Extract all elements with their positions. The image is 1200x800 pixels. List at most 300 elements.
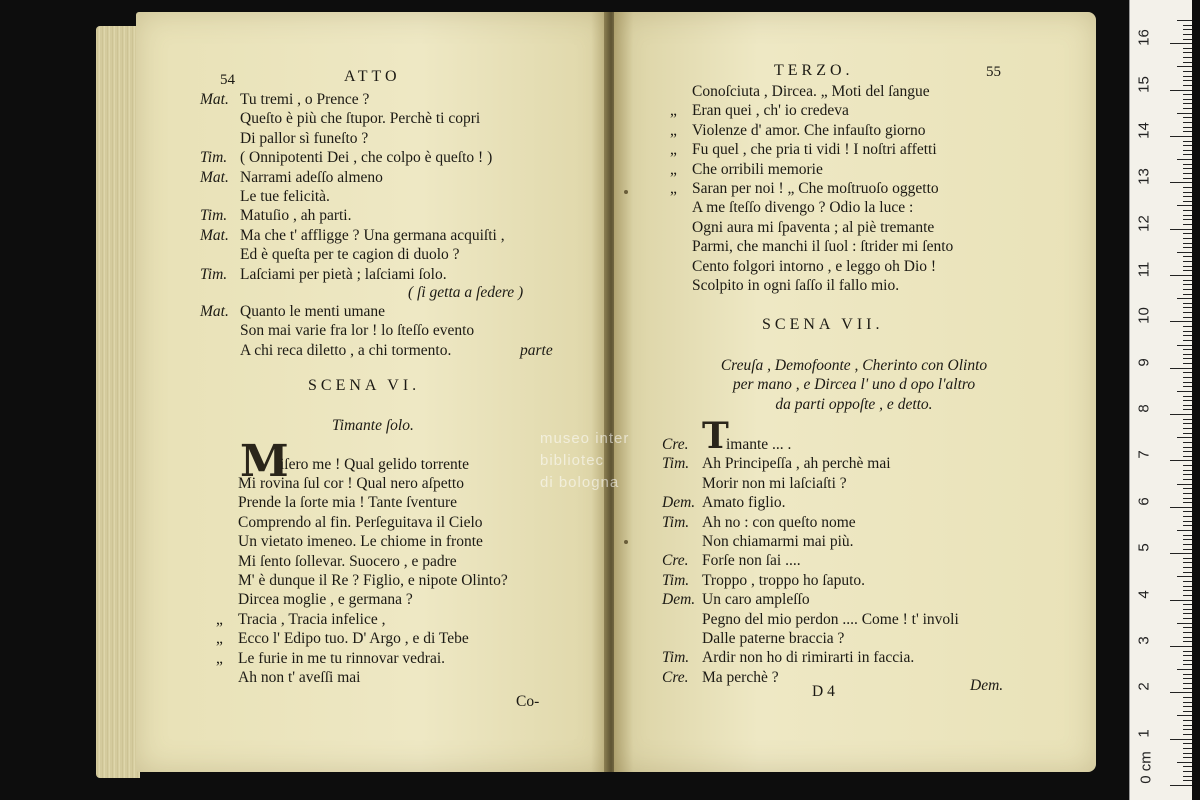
ruler-tick [1183, 674, 1192, 675]
ruler-tick [1183, 729, 1192, 730]
ruler-tick [1177, 576, 1192, 577]
text-line [216, 668, 508, 687]
quote-mark: „ [670, 180, 677, 198]
ruler-tick [1183, 145, 1192, 146]
ruler-tick [1177, 669, 1192, 670]
monologue-block [216, 474, 508, 687]
verse-text: Ed è queſta per te cagion di duolo ? [240, 246, 460, 264]
text-line [662, 551, 959, 570]
text-line [670, 276, 953, 295]
ruler-tick [1183, 57, 1192, 58]
ruler-tick [1183, 386, 1192, 387]
text-line [670, 82, 953, 101]
text-line [662, 590, 959, 609]
ruler-tick [1183, 326, 1192, 327]
verse-text: Ah Principeſſa , ah perchè mai [702, 455, 891, 473]
verse-text: Fu quel , che pria ti vidi ! I noſtri affetti [692, 141, 937, 159]
dialogue-block-3 [662, 435, 959, 687]
verse-text: M' è dunque il Re ? Figlio, e nipote Olinto? [238, 572, 508, 590]
text-line [216, 571, 508, 590]
ruler-tick [1183, 678, 1192, 679]
ruler-tick [1183, 702, 1192, 703]
ruler-tick [1183, 168, 1192, 169]
text-line [216, 474, 508, 493]
watermark-line: bibliotec [540, 452, 605, 469]
ruler-tick [1177, 159, 1192, 160]
ruler-tick [1170, 321, 1192, 322]
verse-text: Dalle paterne braccia ? [702, 630, 845, 648]
ruler-tick [1177, 113, 1192, 114]
ruler-tick [1183, 219, 1192, 220]
ruler-tick [1183, 586, 1192, 587]
ruler-tick [1183, 470, 1192, 471]
ruler-tick [1183, 71, 1192, 72]
text-line [670, 140, 953, 159]
ruler-tick [1183, 284, 1192, 285]
speaker-label: Tim. [662, 455, 690, 473]
ruler-tick [1170, 43, 1192, 44]
verse-text: Cento folgori intorno , e leggo oh Dio ! [692, 257, 937, 275]
ruler-tick [1183, 377, 1192, 378]
verse-text: Mi ſento ſollevar. Suocero , e padre [238, 552, 457, 570]
text-line [670, 218, 953, 237]
text-line [662, 571, 959, 590]
ruler-tick [1170, 368, 1192, 369]
ruler-tick [1183, 567, 1192, 568]
speaker-label: Mat. [200, 91, 229, 108]
dialogue-block-2 [200, 302, 474, 360]
verse-text: Troppo , troppo ho ſaputo. [702, 571, 866, 589]
ruler-tick [1183, 604, 1192, 605]
ruler-tick [1177, 437, 1192, 438]
ruler-tick [1183, 474, 1192, 475]
text-line [670, 237, 953, 256]
ruler-tick [1183, 303, 1192, 304]
stage-direction: ( ſi getta a ſedere ) [408, 284, 524, 301]
ruler-tick [1183, 196, 1192, 197]
ruler-tick [1170, 785, 1192, 786]
text-line [200, 129, 505, 148]
text-line [662, 532, 959, 551]
catchword-left: Co- [516, 693, 540, 710]
watermark [540, 428, 629, 494]
ruler-tick [1170, 692, 1192, 693]
ruler-tick [1183, 637, 1192, 638]
ruler-tick [1183, 247, 1192, 248]
ruler-tick [1183, 465, 1192, 466]
verse-text: Prende la ſorte mia ! Tante ſventure [238, 494, 457, 512]
verse-text: Ecco l' Edipo tuo. D' Argo , e di Tebe [238, 630, 469, 648]
ruler-tick [1183, 757, 1192, 758]
ruler-tick [1183, 405, 1192, 406]
ruler-tick [1183, 609, 1192, 610]
ruler-tick [1183, 312, 1192, 313]
ruler-tick [1183, 780, 1192, 781]
verse-text: Ah non t' aveſſi mai [238, 669, 361, 687]
ruler-tick [1183, 117, 1192, 118]
text-line [200, 321, 474, 340]
text-line [662, 493, 959, 512]
ruler-label: 7 [1135, 450, 1153, 460]
ruler-tick [1183, 697, 1192, 698]
ruler-tick [1183, 34, 1192, 35]
ruler-tick [1183, 664, 1192, 665]
verse-text: Ogni aura mi ſpaventa ; al piè tremante [692, 218, 935, 236]
ruler-tick [1183, 558, 1192, 559]
text-line [200, 148, 505, 167]
verse-text: Un vietato imeneo. Le chiome in fronte [238, 533, 483, 551]
ruler-tick [1177, 391, 1192, 392]
verse-text: Scolpito in ogni ſaſſo il fallo mio. [692, 277, 900, 295]
ruler-tick [1183, 590, 1192, 591]
catchword-right: Dem. [970, 677, 1004, 694]
ruler-label: 2 [1135, 682, 1153, 691]
ruler-tick [1183, 419, 1192, 420]
ruler-tick [1170, 646, 1192, 647]
ruler-tick [1183, 266, 1192, 267]
ruler-tick [1177, 762, 1192, 763]
text-line [200, 168, 505, 187]
ruler-tick [1183, 210, 1192, 211]
text-line [216, 590, 508, 609]
ruler-tick [1183, 382, 1192, 383]
verse-text: Conoſciuta , Dircea. „ Moti del ſangue [692, 83, 930, 100]
ruler-label: 9 [1135, 358, 1153, 367]
text-line [200, 109, 505, 128]
verse-text: Che orribili memorie [692, 160, 823, 178]
ruler-tick [1183, 632, 1192, 633]
text-line [662, 668, 959, 687]
text-line [662, 648, 959, 667]
ruler-label: 13 [1135, 168, 1153, 186]
verse-text: Saran per noi ! „ Che moſtruoſo oggetto [692, 180, 939, 198]
ruler-tick [1183, 215, 1192, 216]
text-line [662, 513, 959, 532]
ruler-label: 12 [1135, 214, 1153, 232]
quote-mark: „ [670, 160, 677, 178]
speaker-label: Cre. [662, 668, 689, 686]
verse-text: Quanto le menti umane [240, 303, 386, 320]
ruler-tick [1183, 428, 1192, 429]
ruler-tick [1170, 275, 1192, 276]
ruler-tick [1170, 229, 1192, 230]
verse-text: Le furie in me tu rinnovar vedrai. [238, 649, 446, 667]
text-line [200, 226, 505, 245]
ruler-tick [1183, 187, 1192, 188]
quote-mark: „ [670, 141, 677, 159]
scene-description-vii [654, 356, 1054, 414]
text-line [670, 198, 953, 217]
text-line [662, 474, 959, 493]
ruler-tick [1183, 52, 1192, 53]
text-line [670, 101, 953, 120]
ruler-tick [1183, 122, 1192, 123]
ruler-tick [1183, 613, 1192, 614]
ruler-tick [1183, 660, 1192, 661]
ruler-tick [1183, 363, 1192, 364]
ruler-tick [1177, 205, 1192, 206]
ruler-label: 0 cm [1137, 751, 1155, 784]
scene-title-vi: SCENA VI. [308, 377, 421, 394]
text-line [200, 187, 505, 206]
ruler-tick [1183, 725, 1192, 726]
ruler-tick [1183, 307, 1192, 308]
text-line [216, 532, 508, 551]
ruler-tick [1183, 62, 1192, 63]
ruler-tick [1183, 289, 1192, 290]
ruler-tick [1183, 688, 1192, 689]
scene-title-vii: SCENA VII. [762, 316, 884, 333]
verse-text: Mi rovina ſul cor ! Qual nero aſpetto [238, 475, 464, 492]
ruler-tick [1183, 572, 1192, 573]
ruler-tick [1170, 414, 1192, 415]
ruler-tick [1183, 224, 1192, 225]
speaker-label: Tim. [200, 265, 228, 283]
ruler-tick [1183, 743, 1192, 744]
verse-text: Ah no : con queſto nome [702, 513, 856, 531]
text-line [200, 302, 474, 321]
ruler-tick [1170, 739, 1192, 740]
open-book [96, 12, 1096, 782]
ruler-tick [1183, 150, 1192, 151]
measurement-ruler [1129, 0, 1192, 800]
ruler-tick [1183, 103, 1192, 104]
speaker-label: Mat. [200, 168, 229, 186]
ruler-tick [1183, 25, 1192, 26]
ruler-tick [1183, 539, 1192, 540]
ruler-tick [1183, 396, 1192, 397]
ruler-tick [1183, 711, 1192, 712]
ruler-label: 3 [1135, 636, 1153, 645]
ruler-tick [1177, 298, 1192, 299]
ruler-tick [1183, 331, 1192, 332]
dialogue-block-1 [200, 90, 505, 284]
page-number-left: 54 [220, 72, 235, 88]
running-header-left: ATTO [344, 68, 401, 85]
ruler-tick [1183, 39, 1192, 40]
verse-text: Non chiamarmi mai più. [702, 533, 854, 551]
ruler-tick [1183, 201, 1192, 202]
ruler-tick [1183, 766, 1192, 767]
verse-text: Un caro ampleſſo [702, 591, 810, 609]
verse-text: imante ... . [726, 436, 792, 453]
ruler-tick [1183, 488, 1192, 489]
verse-text: A chi reca diletto , a chi tormento. [240, 341, 452, 359]
description-line: Creuſa , Demofoonte , Cherinto con Olinto [720, 357, 988, 374]
ruler-tick [1177, 20, 1192, 21]
ruler-tick [1170, 600, 1192, 601]
right-page [614, 12, 1096, 772]
ruler-tick [1170, 460, 1192, 461]
ruler-tick [1183, 48, 1192, 49]
ruler-tick [1183, 456, 1192, 457]
text-line [216, 629, 508, 648]
ruler-tick [1183, 651, 1192, 652]
text-line [216, 493, 508, 512]
ruler-label: 1 [1135, 728, 1153, 738]
ruler-tick [1183, 549, 1192, 550]
verse-text: Dircea moglie , e germana ? [238, 591, 413, 609]
ruler-tick [1183, 423, 1192, 424]
ruler-tick [1183, 80, 1192, 81]
ruler-tick [1183, 178, 1192, 179]
verse-text: Violenze d' amor. Che infauſto giorno [692, 121, 926, 139]
ruler-tick [1183, 164, 1192, 165]
text-line [200, 90, 505, 109]
verse-text: Le tue felicità. [240, 188, 330, 206]
ruler-tick [1183, 447, 1192, 448]
ruler-tick [1183, 442, 1192, 443]
running-header-right: TERZO. [774, 62, 854, 79]
text-line [662, 454, 959, 473]
ruler-label: 15 [1135, 75, 1153, 93]
ruler-tick [1183, 238, 1192, 239]
ruler-tick [1183, 493, 1192, 494]
verse-text: Queſto è più che ſtupor. Perchè ti copri [240, 110, 481, 128]
scene-subtitle-vi: Timante ſolo. [332, 417, 414, 434]
monologue-continuation [670, 82, 953, 295]
text-line [200, 341, 474, 360]
ruler-tick [1183, 409, 1192, 410]
speaker-label: Tim. [662, 571, 690, 589]
speaker-label: Tim. [200, 207, 228, 225]
verse-text: Comprendo al fin. Perſeguitava il Cielo [238, 513, 483, 531]
ruler-tick [1183, 525, 1192, 526]
dropcap-m: M [240, 436, 289, 487]
verse-text: Forſe non ſai .... [702, 552, 801, 570]
ruler-tick [1183, 753, 1192, 754]
speaker-label: Tim. [200, 149, 228, 167]
ruler-tick [1183, 521, 1192, 522]
speaker-label: Dem. [662, 591, 696, 609]
ruler-tick [1177, 66, 1192, 67]
ruler-label: 6 [1135, 497, 1153, 506]
ruler-tick [1183, 479, 1192, 480]
text-line [216, 649, 508, 668]
left-page [136, 12, 610, 772]
ruler-tick [1183, 358, 1192, 359]
ruler-tick [1177, 345, 1192, 346]
verse-text: Tu tremi , o Prence ? [240, 91, 370, 108]
text-line [662, 629, 959, 648]
ruler-tick [1183, 335, 1192, 336]
verse-text: Son mai varie fra lor ! lo ſteſſo evento [240, 322, 475, 340]
ruler-tick [1183, 349, 1192, 350]
text-line [216, 552, 508, 571]
ruler-tick [1183, 99, 1192, 100]
ruler-tick [1183, 535, 1192, 536]
ruler-tick [1183, 127, 1192, 128]
ruler-tick [1170, 507, 1192, 508]
ruler-label: 11 [1135, 261, 1153, 278]
ruler-tick [1170, 553, 1192, 554]
ruler-tick [1183, 154, 1192, 155]
speaker-label: Cre. [662, 552, 689, 570]
verse-text: Di pallor sì funeſto ? [240, 129, 369, 147]
page-number-right: 55 [986, 64, 1001, 80]
monologue-first-line: iſero me ! Qual gelido torrente [280, 456, 469, 473]
ruler-tick [1183, 94, 1192, 95]
stitch-hole [624, 190, 628, 194]
text-line [662, 610, 959, 629]
verse-text: Narrami adeſſo almeno [240, 168, 383, 186]
ruler-label: 4 [1135, 589, 1153, 599]
ruler-tick [1183, 29, 1192, 30]
exit-direction: parte [520, 342, 553, 359]
ruler-tick [1183, 340, 1192, 341]
speaker-label: Cre. [662, 436, 689, 453]
verse-text: Pegno del mio perdon .... Come ! t' involi [702, 610, 959, 628]
verse-text: Amato figlio. [702, 494, 786, 512]
ruler-tick [1183, 280, 1192, 281]
verse-text: Tracia , Tracia infelice , [238, 610, 386, 628]
ruler-tick [1183, 270, 1192, 271]
ruler-tick [1183, 641, 1192, 642]
verse-text: Parmi, che manchi il ſuol : ſtrider mi ſento [692, 238, 954, 256]
stitch-hole [624, 540, 628, 544]
ruler-tick [1170, 90, 1192, 91]
ruler-label: 5 [1135, 543, 1153, 552]
ruler-tick [1183, 85, 1192, 86]
quote-mark: „ [216, 610, 223, 628]
ruler-tick [1183, 294, 1192, 295]
ruler-tick [1183, 372, 1192, 373]
ruler-tick [1183, 562, 1192, 563]
quote-mark: „ [216, 630, 223, 648]
ruler-tick [1183, 655, 1192, 656]
text-line [670, 257, 953, 276]
ruler-tick [1183, 734, 1192, 735]
ruler-tick [1177, 530, 1192, 531]
ruler-label: 10 [1135, 307, 1153, 325]
ruler-tick [1183, 131, 1192, 132]
quote-mark: „ [670, 121, 677, 139]
signature-mark: D 4 [812, 683, 835, 700]
ruler-tick [1183, 776, 1192, 777]
ruler-tick [1183, 354, 1192, 355]
ruler-tick [1183, 706, 1192, 707]
watermark-line: museo inter [540, 430, 630, 447]
ruler-tick [1183, 748, 1192, 749]
ruler-tick [1183, 618, 1192, 619]
description-line: per mano , e Dircea l' uno d opo l'altro [732, 376, 976, 394]
ruler-tick [1183, 502, 1192, 503]
ruler-tick [1177, 252, 1192, 253]
ruler-tick [1183, 683, 1192, 684]
quote-mark: „ [216, 649, 223, 667]
text-line [670, 121, 953, 140]
ruler-tick [1183, 720, 1192, 721]
ruler-tick [1183, 581, 1192, 582]
ruler-tick [1170, 182, 1192, 183]
ruler-label: 8 [1135, 404, 1153, 413]
ruler-tick [1183, 108, 1192, 109]
ruler-tick [1183, 261, 1192, 262]
verse-text: Laſciami per pietà ; laſciami ſolo. [240, 265, 447, 283]
watermark-line: di bologna [540, 474, 620, 491]
ruler-tick [1183, 233, 1192, 234]
verse-text: Ma perchè ? [702, 668, 779, 686]
text-line [216, 513, 508, 532]
ruler-tick [1183, 627, 1192, 628]
verse-text: Morir non mi laſciaſti ? [702, 474, 847, 492]
speaker-label: Mat. [200, 226, 229, 244]
ruler-tick [1183, 317, 1192, 318]
ruler-tick [1183, 498, 1192, 499]
speaker-label: Mat. [200, 303, 229, 320]
ruler-tick [1170, 136, 1192, 137]
verse-text: A me ſteſſo divengo ? Odio la luce : [692, 199, 914, 217]
